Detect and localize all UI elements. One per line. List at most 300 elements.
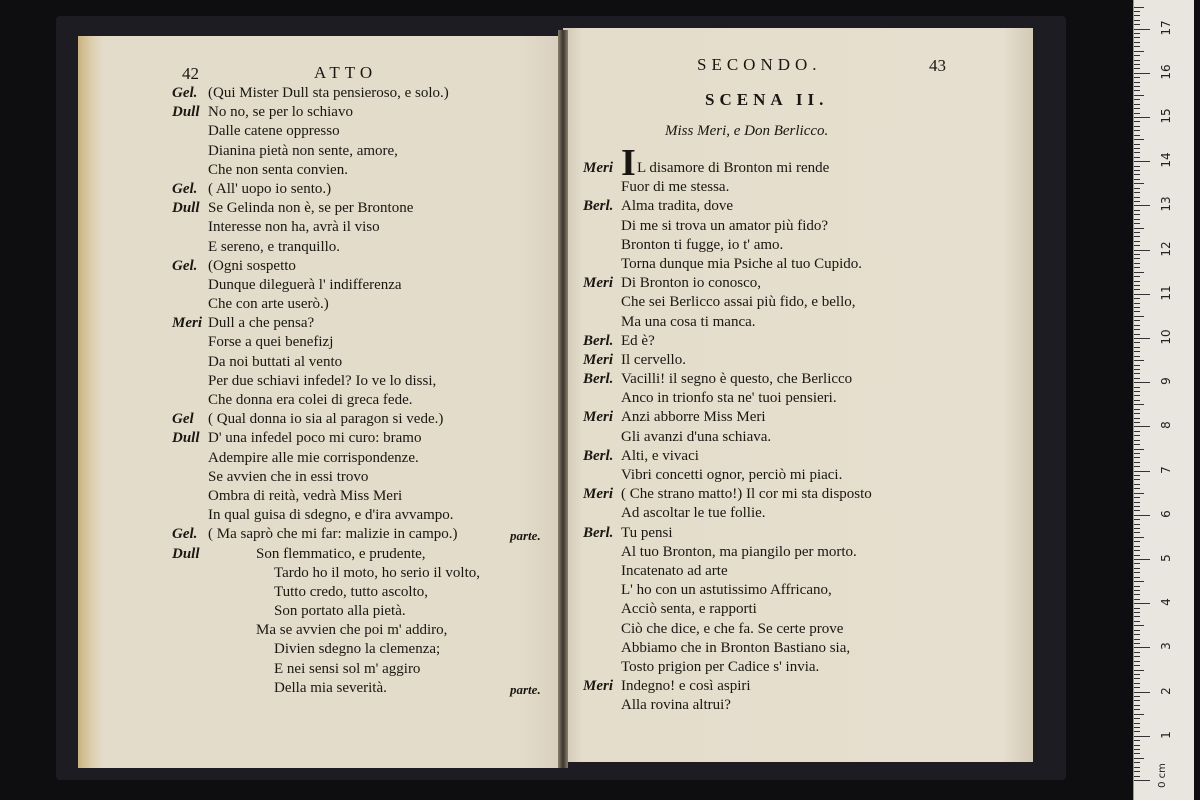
ruler-tick xyxy=(1134,201,1140,202)
verse-text: Da noi buttati al vento xyxy=(208,353,343,370)
speaker-name: Dull xyxy=(172,200,200,217)
page-number: 42 xyxy=(182,64,199,83)
ruler-tick xyxy=(1134,245,1140,246)
ruler-tick xyxy=(1134,68,1140,69)
speaker-name: Meri xyxy=(583,351,613,368)
text-line xyxy=(78,199,563,218)
ruler-tick xyxy=(1134,559,1150,560)
text-line xyxy=(78,161,563,180)
stage-exit: parte. xyxy=(510,681,541,697)
text-line xyxy=(78,468,563,487)
verse-text: Che con arte userò.) xyxy=(208,296,329,313)
text-line xyxy=(563,677,1033,696)
ruler-tick xyxy=(1134,745,1140,746)
verse-text: Di Bronton io conosco, xyxy=(621,275,761,292)
ruler-tick xyxy=(1134,519,1140,520)
ruler-tick xyxy=(1134,232,1140,233)
ruler-tick xyxy=(1134,113,1140,114)
text-line xyxy=(563,332,1033,351)
speaker-name: Meri xyxy=(583,486,613,503)
ruler-number: 9 xyxy=(1159,377,1173,386)
ruler-tick xyxy=(1134,435,1140,436)
ruler-tick xyxy=(1134,590,1140,591)
ruler-tick xyxy=(1134,674,1140,675)
ruler-tick xyxy=(1134,661,1140,662)
ruler-tick xyxy=(1134,298,1140,299)
ruler-tick xyxy=(1134,696,1140,697)
verse-text: Ma una cosa ti manca. xyxy=(621,313,756,330)
text-line xyxy=(563,696,1033,715)
speaker-name: Berl. xyxy=(583,198,614,215)
ruler-tick xyxy=(1134,471,1150,472)
ruler-tick xyxy=(1134,307,1140,308)
ruler-number: 17 xyxy=(1159,19,1173,36)
ruler-tick xyxy=(1134,64,1140,65)
ruler-tick xyxy=(1134,709,1140,710)
ruler-tick xyxy=(1134,258,1140,259)
speaker-name: Meri xyxy=(583,160,613,176)
ruler-tick xyxy=(1134,86,1140,87)
text-line xyxy=(78,602,563,621)
text-line xyxy=(78,333,563,352)
ruler-tick xyxy=(1134,687,1140,688)
verse-text: Interesse non ha, avrà il viso xyxy=(208,219,380,236)
text-line xyxy=(78,660,563,679)
text-line xyxy=(78,525,563,544)
ruler-tick xyxy=(1134,183,1144,184)
speaker-name: Berl. xyxy=(583,371,614,388)
speaker-name: Gel. xyxy=(172,180,198,197)
ruler-tick xyxy=(1134,135,1140,136)
ruler-tick xyxy=(1134,767,1140,768)
ruler-tick xyxy=(1134,192,1140,193)
text-line xyxy=(563,639,1033,658)
text-line xyxy=(78,640,563,659)
verse-text: Divien sdegno la clemenza; xyxy=(274,641,441,658)
ruler-number: 1 xyxy=(1159,730,1173,739)
ruler-tick xyxy=(1134,475,1140,476)
verse-text: Dull a che pensa? xyxy=(208,315,315,332)
ruler-tick xyxy=(1134,316,1144,317)
speaker-name: Gel. xyxy=(172,85,198,101)
ruler-tick xyxy=(1134,7,1144,8)
ruler-tick xyxy=(1134,267,1140,268)
text-line xyxy=(563,447,1033,466)
ruler-tick xyxy=(1134,15,1140,16)
ruler-number: 14 xyxy=(1159,152,1173,168)
ruler-tick xyxy=(1134,488,1140,489)
ruler-tick xyxy=(1134,51,1144,52)
ruler-tick xyxy=(1134,219,1140,220)
ruler-tick xyxy=(1134,758,1144,759)
verse-text: Tardo ho il moto, ho serio il volto, xyxy=(274,564,481,581)
ruler-tick xyxy=(1134,320,1140,321)
text-line xyxy=(563,620,1033,639)
ruler-tick xyxy=(1134,382,1150,383)
ruler-tick xyxy=(1134,555,1140,556)
ruler-tick xyxy=(1134,334,1140,335)
ruler-tick xyxy=(1134,210,1140,211)
text-line xyxy=(563,142,1033,184)
ruler-tick xyxy=(1134,391,1140,392)
ruler-tick xyxy=(1134,188,1140,189)
text-line xyxy=(563,293,1033,312)
verse-text: Se avvien che in essi trovo xyxy=(208,468,369,485)
ruler-tick xyxy=(1134,577,1140,578)
text-line xyxy=(563,562,1033,581)
verse-text: No no, se per lo schiavo xyxy=(208,104,353,121)
ruler-tick xyxy=(1134,37,1140,38)
verse-text: Tosto prigion per Cadice s' invia. xyxy=(621,658,820,675)
text-line xyxy=(78,487,563,506)
verse-text: Per due schiavi infedel? Io ve lo dissi, xyxy=(208,372,437,389)
ruler-tick xyxy=(1134,161,1150,162)
ruler-tick xyxy=(1134,166,1140,167)
ruler-tick xyxy=(1134,762,1140,763)
ruler-tick xyxy=(1134,152,1140,153)
ruler-tick xyxy=(1134,418,1140,419)
text-line xyxy=(563,428,1033,447)
verse-text: (Ogni sospetto xyxy=(208,257,296,274)
ruler-tick xyxy=(1134,771,1140,772)
verse-text: Son flemmatico, e prudente, xyxy=(256,545,426,562)
text-line xyxy=(78,583,563,602)
ruler-tick xyxy=(1134,130,1140,131)
speaker-name: Dull xyxy=(172,104,200,121)
text-line xyxy=(563,197,1033,216)
verse-text: In qual guisa di sdegno, e d'ira avvampo. xyxy=(208,507,454,524)
ruler-tick xyxy=(1134,612,1140,613)
verse-text: Alti, e vivaci xyxy=(621,447,699,464)
text-line xyxy=(78,372,563,391)
ruler-tick xyxy=(1134,197,1140,198)
text-line xyxy=(78,353,563,372)
ruler-number: 6 xyxy=(1159,509,1173,518)
ruler-tick xyxy=(1134,409,1140,410)
verse-text: Gli avanzi d'una schiava. xyxy=(621,428,772,445)
ruler-tick xyxy=(1134,356,1140,357)
ruler-tick xyxy=(1134,656,1140,657)
ruler-tick xyxy=(1134,351,1140,352)
verse-text: Se Gelinda non è, se per Brontone xyxy=(208,200,414,217)
verse-text: Dunque dileguerà l' indifferenza xyxy=(208,276,402,293)
verse-text: Abbiamo che in Bronton Bastiano sia, xyxy=(621,639,851,656)
ruler-tick xyxy=(1134,422,1140,423)
ruler-tick xyxy=(1134,95,1144,96)
ruler-tick xyxy=(1134,723,1140,724)
speaker-name: Berl. xyxy=(583,332,614,349)
text-line xyxy=(78,257,563,276)
speaker-name: Dull xyxy=(172,545,200,562)
ruler-tick xyxy=(1134,528,1140,529)
ruler-tick xyxy=(1134,670,1144,671)
ruler-tick xyxy=(1134,484,1140,485)
ruler-tick xyxy=(1134,413,1140,414)
text-line xyxy=(78,238,563,257)
stage-exit: parte. xyxy=(510,528,541,544)
text-line xyxy=(563,600,1033,619)
ruler-tick xyxy=(1134,634,1140,635)
ruler-tick xyxy=(1134,205,1150,206)
ruler-tick xyxy=(1134,714,1144,715)
ruler-tick xyxy=(1134,404,1144,405)
verse-text: Adempire alle mie corrispondenze. xyxy=(208,449,419,466)
ruler-tick xyxy=(1134,731,1140,732)
ruler-number: 13 xyxy=(1159,196,1173,213)
text-line xyxy=(563,466,1033,485)
verse-text: Di me si trova un amator più fido? xyxy=(621,217,829,234)
ruler-tick xyxy=(1134,457,1140,458)
ruler-number: 10 xyxy=(1159,329,1173,345)
speaker-name: Berl. xyxy=(583,447,614,464)
ruler-number: 2 xyxy=(1159,686,1173,695)
ruler-number: 7 xyxy=(1159,465,1173,474)
text-line xyxy=(78,679,563,698)
ruler-tick xyxy=(1134,263,1140,264)
ruler-tick xyxy=(1134,568,1140,569)
verse-text: Ombra di reità, vedrà Miss Meri xyxy=(208,487,403,504)
ruler-tick xyxy=(1134,625,1144,626)
text-line xyxy=(563,389,1033,408)
ruler-number: 16 xyxy=(1159,64,1173,80)
ruler-tick xyxy=(1134,338,1150,339)
text-line xyxy=(78,621,563,640)
verse-text: Al tuo Bronton, ma piangilo per morto. xyxy=(621,543,857,560)
ruler-tick xyxy=(1134,740,1140,741)
speaker-name: Gel xyxy=(172,411,194,428)
text-line xyxy=(563,255,1033,274)
ruler-tick xyxy=(1134,603,1150,604)
ruler-tick xyxy=(1134,104,1140,105)
ruler-tick xyxy=(1134,144,1140,145)
verse-text: Son portato alla pietà. xyxy=(274,603,406,620)
ruler-tick xyxy=(1134,683,1140,684)
ruler-tick xyxy=(1134,550,1140,551)
text-line xyxy=(78,410,563,429)
ruler-tick xyxy=(1134,444,1140,445)
drop-cap: I xyxy=(621,142,636,184)
verse-text: Fuor di me stessa. xyxy=(621,179,730,196)
ruler-tick xyxy=(1134,426,1150,427)
verse-text: Che sei Berlicco assai più fido, e bello, xyxy=(621,294,856,311)
ruler-tick xyxy=(1134,311,1140,312)
ruler-tick xyxy=(1134,532,1140,533)
verse-text: L' ho con un astutissimo Affricano, xyxy=(621,582,832,599)
ruler-tick xyxy=(1134,360,1144,361)
ruler-tick xyxy=(1134,11,1140,12)
ruler-number: 8 xyxy=(1159,421,1173,430)
ruler-tick xyxy=(1134,643,1140,644)
ruler-tick xyxy=(1134,241,1140,242)
verse-text: Bronton ti fugge, io t' amo. xyxy=(621,236,784,253)
speaker-name: Meri xyxy=(172,315,202,332)
ruler-tick xyxy=(1134,493,1144,494)
ruler-tick xyxy=(1134,541,1140,542)
ruler-tick xyxy=(1134,608,1140,609)
ruler-tick xyxy=(1134,108,1140,109)
ruler-tick xyxy=(1134,639,1140,640)
verse-text: Ed è? xyxy=(621,332,655,349)
verse-text: Vacilli! il segno è questo, che Berlicco xyxy=(621,371,853,388)
verse-text: Della mia severità. xyxy=(274,679,387,696)
verse-text: Ad ascoltar le tue follie. xyxy=(621,505,766,522)
book-gutter xyxy=(558,30,568,768)
ruler-tick xyxy=(1134,228,1144,229)
text-line xyxy=(78,564,563,583)
ruler-tick xyxy=(1134,365,1140,366)
verse-text: L disamore di Bronton mi rende xyxy=(637,160,830,176)
ruler-tick xyxy=(1134,139,1144,140)
text-line xyxy=(78,545,563,564)
running-head: ATTO xyxy=(314,63,378,82)
ruler-tick xyxy=(1134,121,1140,122)
text-line xyxy=(78,506,563,525)
text-line xyxy=(563,370,1033,389)
ruler-tick xyxy=(1134,652,1140,653)
ruler-tick xyxy=(1134,502,1140,503)
ruler-tick xyxy=(1134,33,1140,34)
ruler-tick xyxy=(1134,616,1140,617)
verse-text: Anzi abborre Miss Meri xyxy=(621,409,766,426)
verse-text: Forse a quei benefizj xyxy=(208,334,334,351)
text-line xyxy=(78,429,563,448)
ruler-tick xyxy=(1134,369,1140,370)
ruler-tick xyxy=(1134,294,1150,295)
verse-text: Ciò che dice, e che fa. Se certe prove xyxy=(621,620,844,637)
ruler-tick xyxy=(1134,524,1140,525)
text-line xyxy=(563,236,1033,255)
verse-text: Tutto credo, tutto ascolto, xyxy=(274,583,429,600)
verse-text: Alma tradita, dove xyxy=(621,198,734,215)
text-line xyxy=(78,449,563,468)
ruler-tick xyxy=(1134,342,1140,343)
text-line xyxy=(78,314,563,333)
text-line xyxy=(563,217,1033,236)
ruler-tick xyxy=(1134,77,1140,78)
verse-text: ( Qual donna io sia al paragon si vede.) xyxy=(208,411,444,428)
ruler-tick xyxy=(1134,572,1140,573)
ruler-tick xyxy=(1134,325,1140,326)
ruler-unit-label: 0 cm xyxy=(1156,763,1168,788)
text-line xyxy=(563,658,1033,677)
ruler-number: 5 xyxy=(1159,554,1173,562)
ruler-tick xyxy=(1134,289,1140,290)
ruler-tick xyxy=(1134,479,1140,480)
ruler-tick xyxy=(1134,753,1140,754)
ruler-tick xyxy=(1134,700,1140,701)
speaker-name: Berl. xyxy=(583,524,614,541)
verse-text: Incatenato ad arte xyxy=(621,562,728,579)
verse-text: E nei sensi sol m' aggiro xyxy=(274,660,421,677)
scene-characters: Miss Meri, e Don Berlicco. xyxy=(665,123,829,139)
ruler-tick xyxy=(1134,60,1140,61)
ruler-tick xyxy=(1134,497,1140,498)
ruler-tick xyxy=(1134,223,1140,224)
right-page xyxy=(563,28,1033,762)
verse-text: ( Che strano matto!) Il cor mi sta disposto xyxy=(621,486,872,503)
ruler-tick xyxy=(1134,46,1140,47)
ruler-tick xyxy=(1134,276,1140,277)
ruler-tick xyxy=(1134,303,1140,304)
speaker-name: Gel. xyxy=(172,526,198,543)
speaker-name: Gel. xyxy=(172,257,198,274)
ruler-tick xyxy=(1134,214,1140,215)
verse-text: (Qui Mister Dull sta pensieroso, e solo.) xyxy=(208,85,449,101)
ruler-tick xyxy=(1134,581,1144,582)
verse-text: Torna dunque mia Psiche al tuo Cupido. xyxy=(621,255,862,272)
verse-text: Alla rovina altrui? xyxy=(621,697,731,714)
verse-text: Dianina pietà non sente, amore, xyxy=(208,142,398,159)
ruler-tick xyxy=(1134,329,1140,330)
ruler-tick xyxy=(1134,126,1140,127)
ruler-tick xyxy=(1134,466,1140,467)
text-line xyxy=(78,103,563,122)
speaker-name: Meri xyxy=(583,409,613,426)
ruler-tick xyxy=(1134,647,1150,648)
measuring-ruler xyxy=(1133,0,1194,800)
verse-text: Che non senta convien. xyxy=(208,161,348,178)
ruler-tick xyxy=(1134,400,1140,401)
ruler-tick xyxy=(1134,117,1150,118)
ruler-tick xyxy=(1134,776,1140,777)
ruler-tick xyxy=(1134,506,1140,507)
ruler-tick xyxy=(1134,510,1140,511)
ruler-tick xyxy=(1134,82,1140,83)
ruler-tick xyxy=(1134,285,1140,286)
ruler-tick xyxy=(1134,630,1140,631)
ruler-tick xyxy=(1134,440,1140,441)
text-line xyxy=(563,274,1033,293)
text-line xyxy=(563,485,1033,504)
ruler-tick xyxy=(1134,373,1140,374)
verse-text: D' una infedel poco mi curo: bramo xyxy=(208,430,422,447)
text-line xyxy=(78,295,563,314)
ruler-tick xyxy=(1134,20,1140,21)
ruler-tick xyxy=(1134,157,1140,158)
left-page xyxy=(78,36,563,768)
ruler-tick xyxy=(1134,347,1140,348)
ruler-tick xyxy=(1134,250,1150,251)
ruler-tick xyxy=(1134,24,1140,25)
ruler-tick xyxy=(1134,718,1140,719)
ruler-tick xyxy=(1134,73,1150,74)
ruler-tick xyxy=(1134,705,1140,706)
verse-text: Acciò senta, e rapporti xyxy=(621,601,757,618)
ruler-tick xyxy=(1134,462,1140,463)
ruler-tick xyxy=(1134,272,1144,273)
ruler-tick xyxy=(1134,449,1144,450)
ruler-tick xyxy=(1134,281,1140,282)
page-number: 43 xyxy=(929,56,946,75)
ruler-tick xyxy=(1134,665,1140,666)
speaker-name: Meri xyxy=(583,678,613,695)
ruler-tick xyxy=(1134,594,1140,595)
text-line xyxy=(78,84,563,103)
ruler-tick xyxy=(1134,378,1140,379)
ruler-tick xyxy=(1134,254,1140,255)
verse-text: Il cervello. xyxy=(621,351,686,368)
speaker-name: Meri xyxy=(583,275,613,292)
ruler-tick xyxy=(1134,727,1140,728)
ruler-tick xyxy=(1134,537,1144,538)
ruler-tick xyxy=(1134,515,1150,516)
verse-text: ( All' uopo io sento.) xyxy=(208,180,332,197)
text-line xyxy=(563,504,1033,523)
text-line xyxy=(563,351,1033,370)
ruler-tick xyxy=(1134,29,1150,30)
ruler-tick xyxy=(1134,692,1150,693)
ruler-tick xyxy=(1134,90,1140,91)
